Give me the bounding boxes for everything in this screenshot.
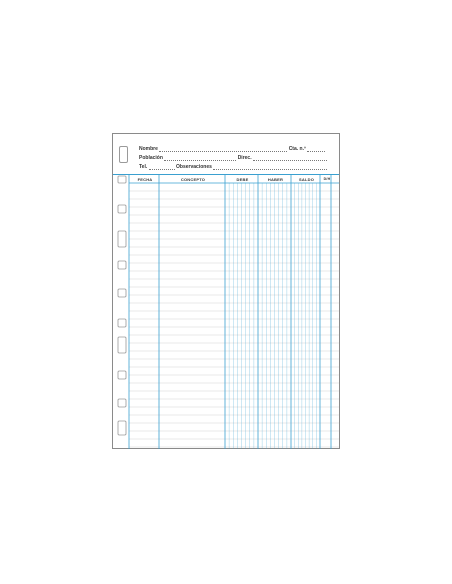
punch-hole (118, 231, 126, 247)
tel-field[interactable] (149, 165, 175, 170)
nombre-field[interactable] (159, 147, 287, 152)
col-header-concepto: CONCEPTO (180, 177, 206, 182)
punch-hole-header (118, 176, 126, 183)
punch-hole (118, 261, 126, 269)
cta-label: Cta. n.º (288, 146, 306, 152)
poblacion-field[interactable] (164, 156, 236, 161)
observaciones-label: Observaciones (176, 164, 212, 170)
col-header-debe: DEBE (236, 177, 249, 182)
observaciones-field[interactable] (213, 165, 327, 170)
poblacion-label: Población (139, 155, 163, 161)
punch-hole (118, 421, 126, 435)
nombre-label: Nombre (139, 146, 158, 152)
col-header-fecha: FECHA (137, 177, 153, 182)
punch-hole (118, 205, 126, 213)
punch-hole (118, 371, 126, 379)
tel-label: Tel. (139, 164, 148, 170)
col-header-dh: D/H (323, 177, 331, 181)
direc-label: Direc. (237, 155, 252, 161)
punch-hole (118, 289, 126, 297)
punch-hole (118, 337, 126, 353)
account-header (113, 134, 339, 174)
ledger-grid[interactable] (113, 175, 339, 449)
col-header-saldo: SALDO (299, 177, 314, 182)
punch-hole (118, 399, 126, 407)
punch-hole-top (119, 146, 128, 163)
col-header-haber: HABER (267, 177, 284, 182)
ledger-sheet (112, 133, 340, 449)
punch-hole (118, 319, 126, 327)
direc-field[interactable] (253, 156, 327, 161)
poblacion-line (139, 155, 327, 161)
cta-field[interactable] (307, 147, 325, 152)
nombre-line (139, 146, 325, 152)
tel-line (139, 164, 327, 170)
